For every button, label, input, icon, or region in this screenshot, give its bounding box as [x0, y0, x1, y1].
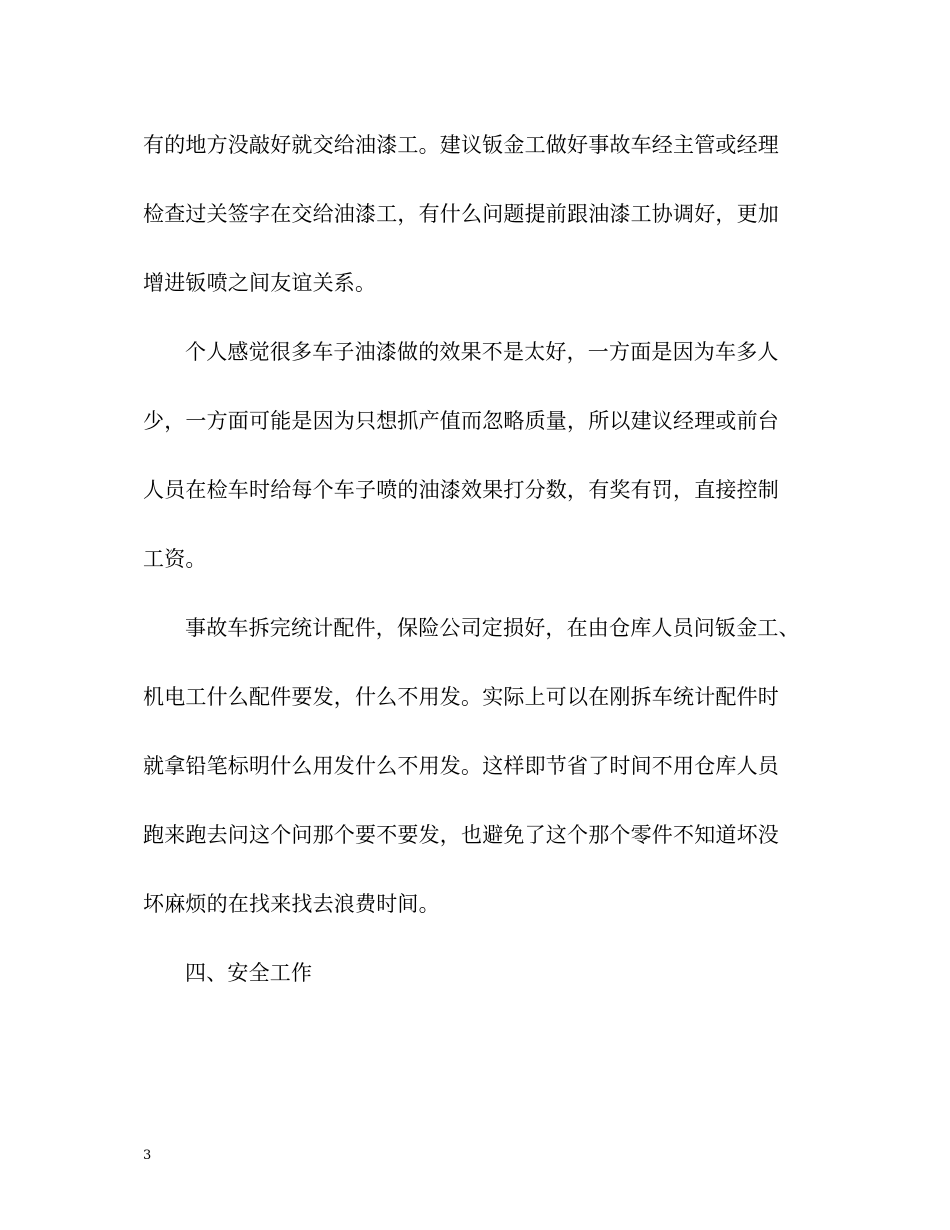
- paragraph-start-line: 事故车拆完统计配件，保险公司定损好，在由仓库人员问钣金工、: [185, 616, 800, 640]
- text-line: 人员在检车时给每个车子喷的油漆效果打分数，有奖有罚，直接控制: [143, 478, 779, 502]
- text-line: 坏麻烦的在找来找去浪费时间。: [143, 892, 440, 916]
- text-line: 工资。: [143, 547, 207, 571]
- section-heading: 四、安全工作: [185, 961, 313, 985]
- paragraph-start-line: 个人感觉很多车子油漆做的效果不是太好，一方面是因为车多人: [185, 340, 779, 364]
- body-text: [143, 120, 803, 1017]
- text-line: 检查过关签字在交给油漆工，有什么问题提前跟油漆工协调好，更加: [143, 202, 779, 226]
- text-line: 增进钣喷之间友谊关系。: [143, 271, 377, 295]
- text-line: 就拿铅笔标明什么用发什么不用发。这样即节省了时间不用仓库人员: [143, 754, 779, 778]
- text-line: 机电工什么配件要发，什么不用发。实际上可以在刚拆车统计配件时: [143, 685, 779, 709]
- page-number: 3: [143, 1148, 152, 1163]
- text-line: 跑来跑去问这个问那个要不要发，也避免了这个那个零件不知道坏没: [143, 823, 779, 847]
- text-line: 有的地方没敲好就交给油漆工。建议钣金工做好事故车经主管或经理: [143, 133, 779, 157]
- text-line: 少，一方面可能是因为只想抓产值而忽略质量，所以建议经理或前台: [143, 409, 779, 433]
